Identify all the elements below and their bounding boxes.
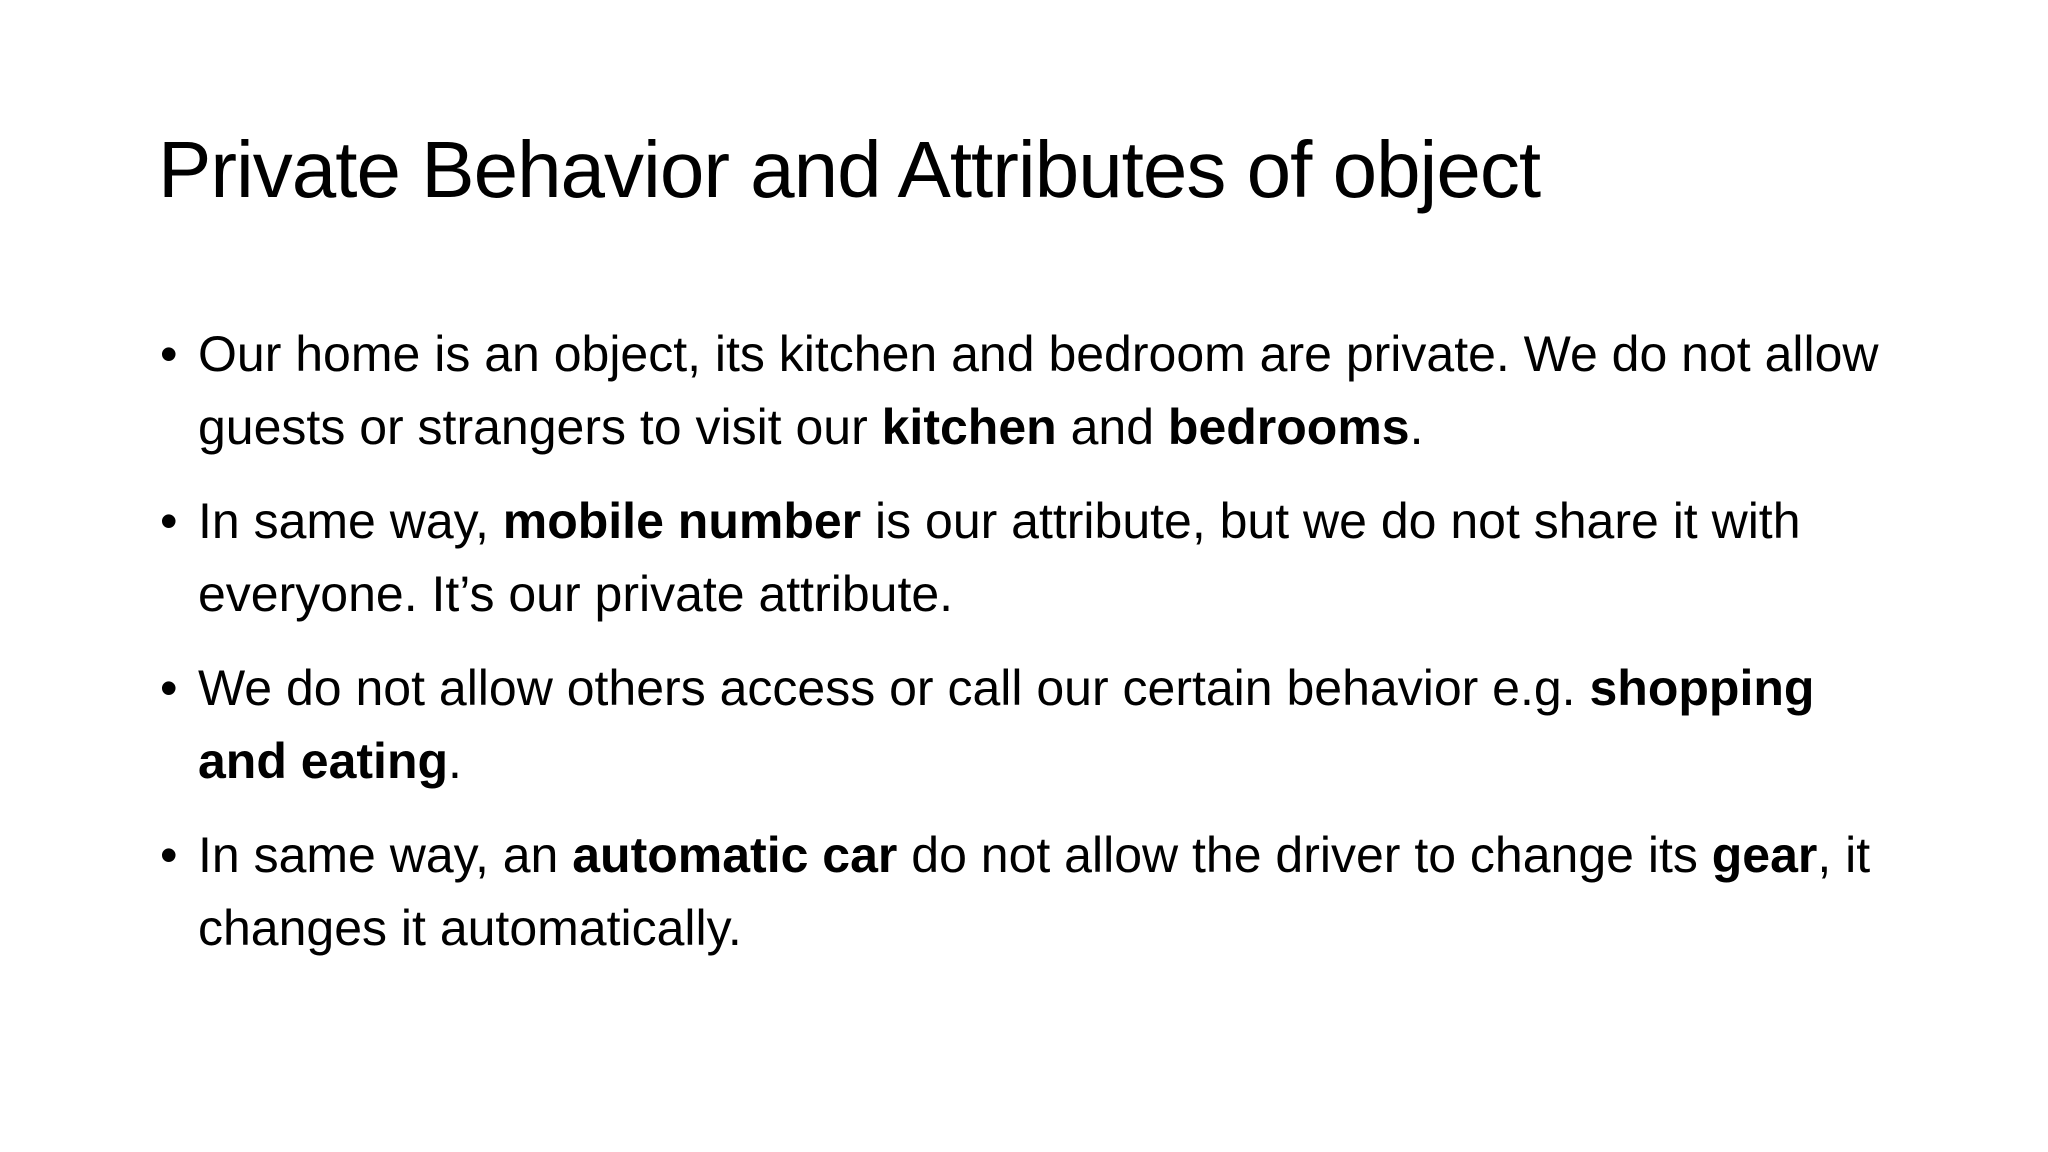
bold-text-segment: mobile number (502, 493, 862, 549)
bold-text-segment: gear (1711, 827, 1818, 883)
bullet-item (158, 819, 1898, 965)
text-segment: do not allow the driver to change its (897, 827, 1712, 883)
bullet-item (158, 485, 1898, 631)
text-segment: and (1056, 399, 1168, 455)
bullet-marker: • (160, 827, 178, 883)
bullet-marker: • (160, 660, 178, 716)
bold-text-segment: shopping and eating (198, 660, 1815, 789)
text-segment: . (1409, 399, 1424, 455)
bold-text-segment: automatic car (572, 827, 898, 883)
bullet-text (198, 827, 1870, 956)
bullet-text (198, 660, 1814, 789)
text-segment: In same way, (198, 493, 503, 549)
text-segment: . (448, 733, 462, 789)
bullet-marker: • (160, 326, 178, 382)
text-segment: is our attribute, but we do not share it with everyone. It’s our private attribute. (198, 493, 1801, 622)
text-segment: We do not allow others access or call our certain behavior e.g. (198, 660, 1590, 716)
bullet-text (198, 493, 1801, 622)
bullet-item (158, 652, 1898, 798)
bold-text-segment: bedrooms (1167, 399, 1410, 455)
text-segment: In same way, an (198, 827, 573, 883)
bold-text-segment: kitchen (881, 399, 1057, 455)
text-segment: , it changes it automatically. (198, 827, 1871, 956)
slide-title: Private Behavior and Attributes of object (158, 125, 1541, 214)
bullet-text (198, 326, 1879, 455)
bullet-item (158, 318, 1898, 464)
bullet-marker: • (160, 493, 178, 549)
bullet-list (158, 318, 1898, 986)
text-segment: Our home is an object, its kitchen and bedroom are private. We do not allow guests or strangers to visit our (198, 326, 1879, 455)
